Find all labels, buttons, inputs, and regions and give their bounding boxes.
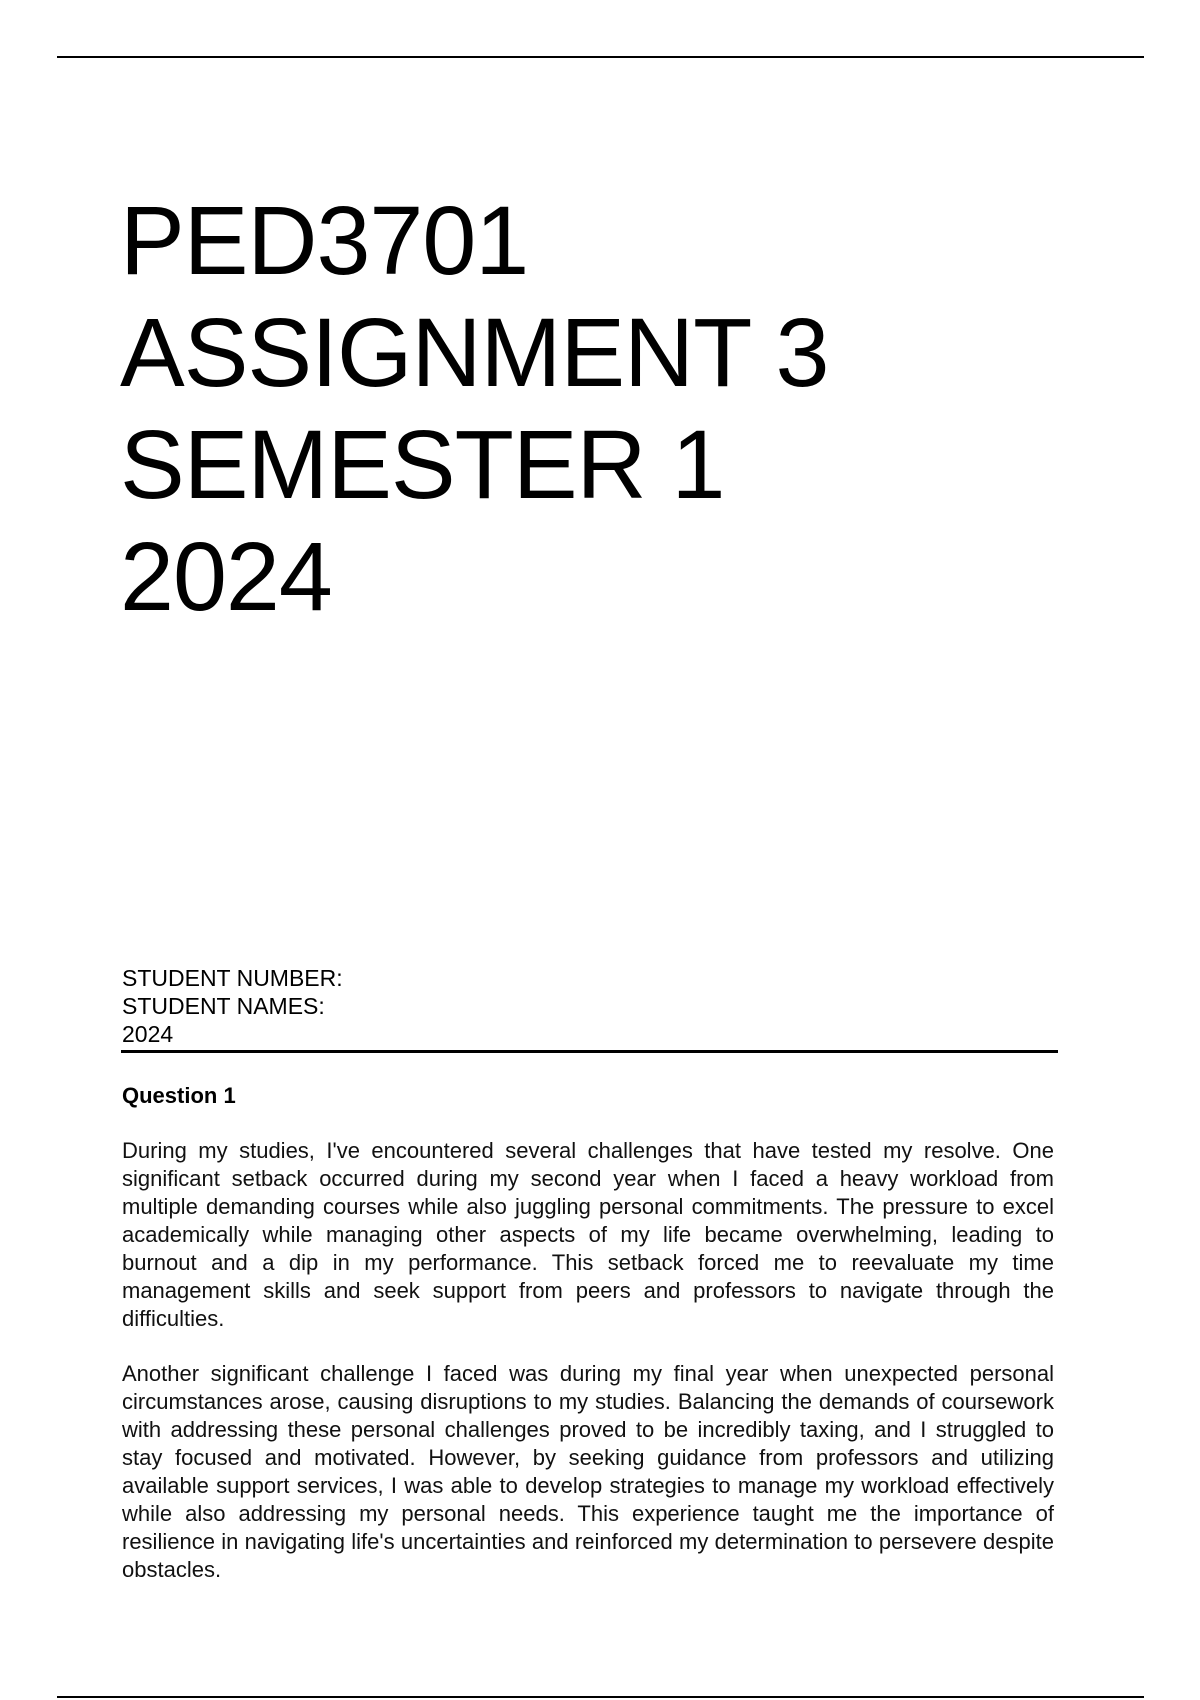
answer-paragraph: Another significant challenge I faced was during my final year when unexpected personal circumstances arose, causing disruptions to my studies. Balancing the demands of coursework with addressing these personal challenges proved to be incredibly taxing, and I struggled to stay focused and motivated. However, by seeking guidance from professors and utilizing available support services, I was able to develop strategies to manage my workload effectively while also addressing my personal needs. This experience taught me the importance of resilience in navigating life's uncertainties and reinforced my determination to persevere despite obstacles.: [122, 1361, 1054, 1582]
question-heading: Question 1: [122, 1083, 236, 1108]
section-divider: [121, 1050, 1058, 1053]
title-line-semester: SEMESTER 1: [120, 410, 725, 519]
document-title: [120, 185, 829, 633]
student-info: [122, 964, 343, 1048]
answer-paragraph: During my studies, I've encountered several challenges that have tested my resolve. One significant setback occurred during my second year when I faced a heavy workload from multiple demanding courses while also juggling personal commitments. The pressure to excel academically while managing other aspects of my life became overwhelming, leading to burnout and a dip in my performance. This setback forced me to reevaluate my time management skills and seek support from peers and professors to navigate through the difficulties.: [122, 1138, 1054, 1331]
student-info-year: 2024: [122, 1021, 174, 1047]
bottom-divider: [57, 1696, 1144, 1698]
title-line-year: 2024: [120, 522, 332, 631]
student-number-label: STUDENT NUMBER:: [122, 965, 343, 991]
title-line-course-code: PED3701: [120, 186, 529, 295]
title-line-assignment: ASSIGNMENT 3: [120, 298, 829, 407]
top-divider: [57, 56, 1144, 58]
student-names-label: STUDENT NAMES:: [122, 993, 325, 1019]
